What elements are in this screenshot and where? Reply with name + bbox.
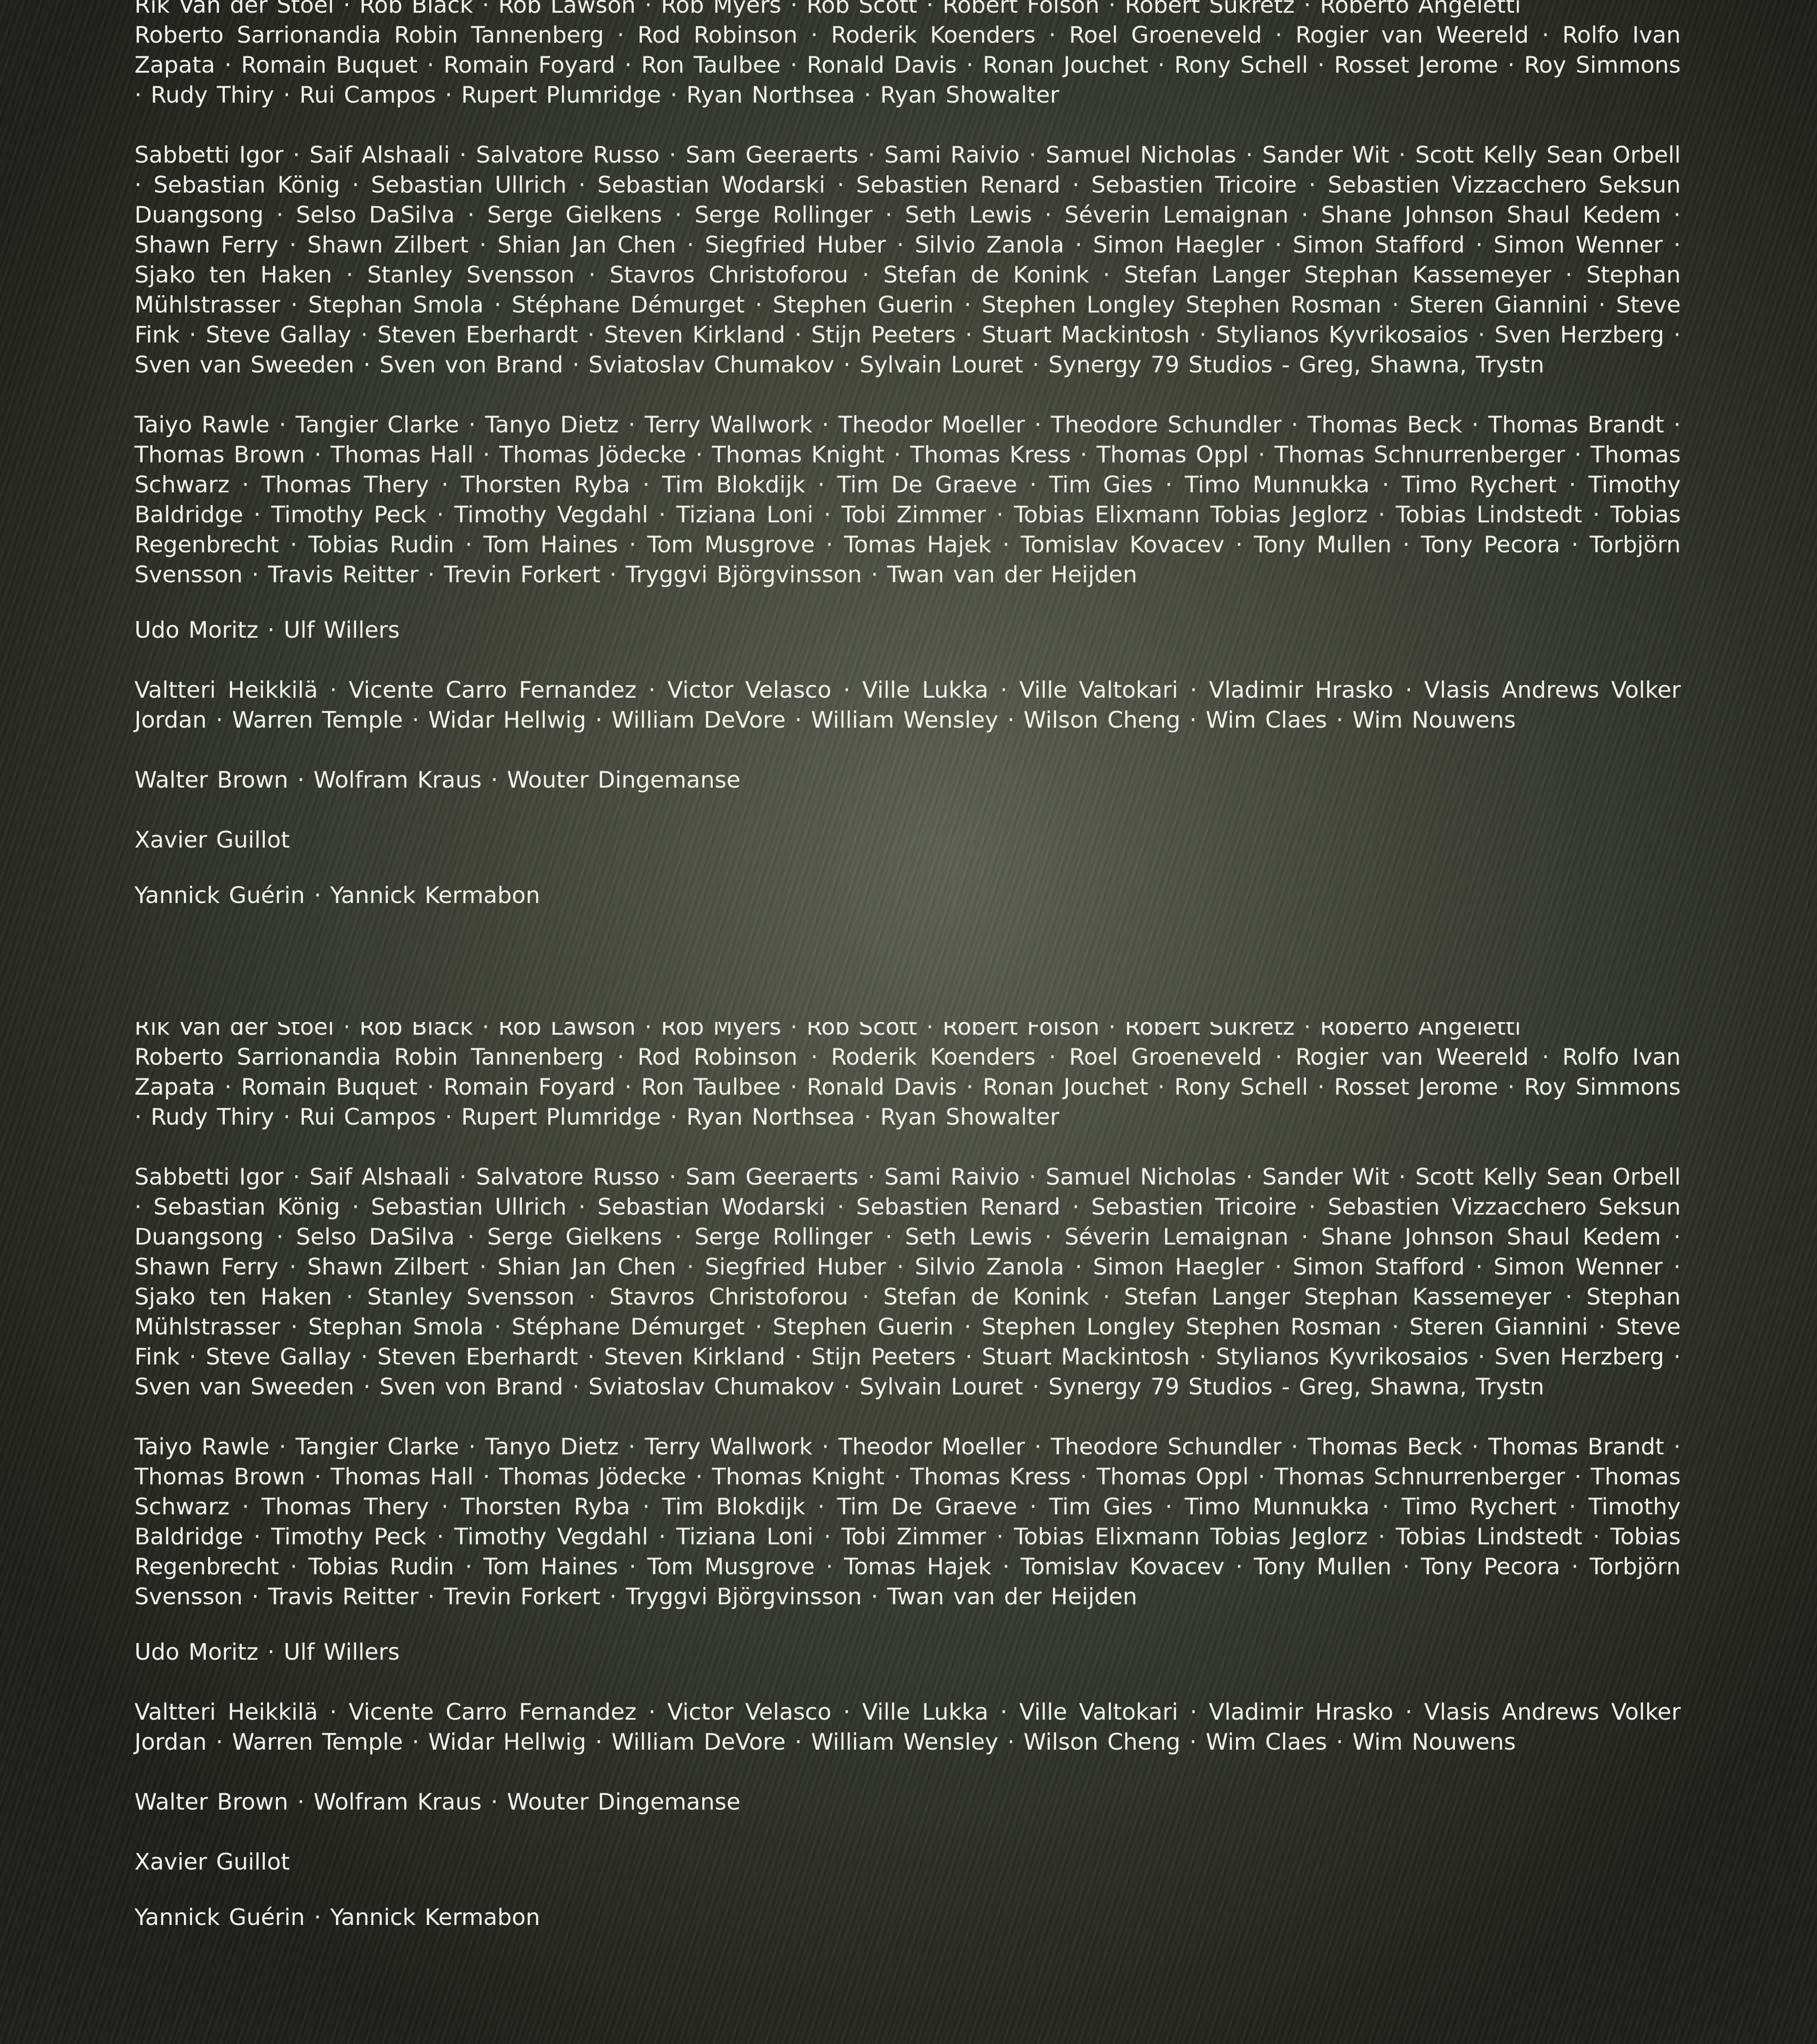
credits-y-names: Yannick Guérin · Yannick Kermabon: [134, 1902, 1681, 1932]
credits-t-names: Taiyo Rawle · Tangier Clarke · Tanyo Dietz · Terry Wallwork · Theodor Moeller · Theodore Schundler · Thomas Beck · Thomas Brandt · Thomas Brown · Thomas Hall · Thomas Jödecke · Thomas Knight · Thomas Kress · Thomas Oppl · Thomas Schnurrenberger · Thomas Schwarz · Thomas Thery · Thorsten Ryba · Tim Blokdijk · Tim De Graeve · Tim Gies · Timo Munnukka · Timo Rychert · Timothy Baldridge · Timothy Peck · Timothy Vegdahl · Tiziana Loni · Tobi Zimmer · Tobias Elixmann Tobias Jeglorz · Tobias Lindstedt · Tobias Regenbrecht · Tobias Rudin · Tom Haines · Tom Musgrove · Tomas Hajek · Tomislav Kovacev · Tony Mullen · Tony Pecora · Torbjörn Svensson · Travis Reitter · Trevin Forkert · Tryggvi Björgvinsson · Twan van der Heijden: [134, 1432, 1681, 1612]
credits-w-names: Walter Brown · Wolfram Kraus · Wouter Dingemanse: [134, 765, 1681, 795]
credits-s-names: Sabbetti Igor · Saif Alshaali · Salvatore Russo · Sam Geeraerts · Sami Raivio · Samuel Nicholas · Sander Wit · Scott Kelly Sean Orbell · Sebastian König · Sebastian Ullrich · Sebastian Wodarski · Sebastien Renard · Sebastien Tricoire · Sebastien Vizzacchero Seksun Duangsong · Selso DaSilva · Serge Gielkens · Serge Rollinger · Seth Lewis · Séverin Lemaignan · Shane Johnson Shaul Kedem · Shawn Ferry · Shawn Zilbert · Shian Jan Chen · Siegfried Huber · Silvio Zanola · Simon Haegler · Simon Stafford · Simon Wenner · Sjako ten Haken · Stanley Svensson · Stavros Christoforou · Stefan de Konink · Stefan Langer Stephan Kassemeyer · Stephan Mühlstrasser · Stephan Smola · Stéphane Démurget · Stephen Guerin · Stephen Longley Stephen Rosman · Steren Giannini · Steve Fink · Steve Gallay · Steven Eberhardt · Steven Kirkland · Stijn Peeters · Stuart Mackintosh · Stylianos Kyvrikosaios · Sven Herzberg · Sven van Sweeden · Sven von Brand · Sviatoslav Chumakov · Sylvain Louret · Synergy 79 Studios - Greg, Shawna, Trystn: [134, 1162, 1681, 1402]
credits-x-names: Xavier Guillot: [134, 825, 1681, 855]
credits-t-names: Taiyo Rawle · Tangier Clarke · Tanyo Dietz · Terry Wallwork · Theodor Moeller · Theodore Schundler · Thomas Beck · Thomas Brandt · Thomas Brown · Thomas Hall · Thomas Jödecke · Thomas Knight · Thomas Kress · Thomas Oppl · Thomas Schnurrenberger · Thomas Schwarz · Thomas Thery · Thorsten Ryba · Tim Blokdijk · Tim De Graeve · Tim Gies · Timo Munnukka · Timo Rychert · Timothy Baldridge · Timothy Peck · Timothy Vegdahl · Tiziana Loni · Tobi Zimmer · Tobias Elixmann Tobias Jeglorz · Tobias Lindstedt · Tobias Regenbrecht · Tobias Rudin · Tom Haines · Tom Musgrove · Tomas Hajek · Tomislav Kovacev · Tony Mullen · Tony Pecora · Torbjörn Svensson · Travis Reitter · Trevin Forkert · Tryggvi Björgvinsson · Twan van der Heijden: [134, 410, 1681, 590]
credits-w-names: Walter Brown · Wolfram Kraus · Wouter Dingemanse: [134, 1787, 1681, 1817]
credits-r-names: Roberto Sarrionandia Robin Tannenberg · Rod Robinson · Roderik Koenders · Roel Groeneveld · Rogier van Weereld · Rolfo Ivan Zapata · Romain Buquet · Romain Foyard · Ron Taulbee · Ronald Davis · Ronan Jouchet · Rony Schell · Rosset Jerome · Roy Simmons · Rudy Thiry · Rui Campos · Rupert Plumridge · Ryan Northsea · Ryan Showalter: [134, 20, 1681, 110]
credits-u-names: Udo Moritz · Ulf Willers: [134, 1637, 1681, 1667]
credits-r-names-cut: Rik Van der Stoel · Rob Black · Rob Lawson · Rob Myers · Rob Scott · Robert Folson · Robert Sukretz · Roberto Angeletti: [134, 0, 1681, 20]
credits-s-names: Sabbetti Igor · Saif Alshaali · Salvatore Russo · Sam Geeraerts · Sami Raivio · Samuel Nicholas · Sander Wit · Scott Kelly Sean Orbell · Sebastian König · Sebastian Ullrich · Sebastian Wodarski · Sebastien Renard · Sebastien Tricoire · Sebastien Vizzacchero Seksun Duangsong · Selso DaSilva · Serge Gielkens · Serge Rollinger · Seth Lewis · Séverin Lemaignan · Shane Johnson Shaul Kedem · Shawn Ferry · Shawn Zilbert · Shian Jan Chen · Siegfried Huber · Silvio Zanola · Simon Haegler · Simon Stafford · Simon Wenner · Sjako ten Haken · Stanley Svensson · Stavros Christoforou · Stefan de Konink · Stefan Langer Stephan Kassemeyer · Stephan Mühlstrasser · Stephan Smola · Stéphane Démurget · Stephen Guerin · Stephen Longley Stephen Rosman · Steren Giannini · Steve Fink · Steve Gallay · Steven Eberhardt · Steven Kirkland · Stijn Peeters · Stuart Mackintosh · Stylianos Kyvrikosaios · Sven Herzberg · Sven van Sweeden · Sven von Brand · Sviatoslav Chumakov · Sylvain Louret · Synergy 79 Studios - Greg, Shawna, Trystn: [134, 140, 1681, 380]
credits-y-names: Yannick Guérin · Yannick Kermabon: [134, 880, 1681, 910]
credits-r-names: Roberto Sarrionandia Robin Tannenberg · Rod Robinson · Roderik Koenders · Roel Groeneveld · Rogier van Weereld · Rolfo Ivan Zapata · Romain Buquet · Romain Foyard · Ron Taulbee · Ronald Davis · Ronan Jouchet · Rony Schell · Rosset Jerome · Roy Simmons · Rudy Thiry · Rui Campos · Rupert Plumridge · Ryan Northsea · Ryan Showalter: [134, 1042, 1681, 1132]
credits-r-names-cut: Rik Van der Stoel · Rob Black · Rob Lawson · Rob Myers · Rob Scott · Robert Folson · Robert Sukretz · Roberto Angeletti: [134, 1022, 1681, 1042]
credits-v-names: Valtteri Heikkilä · Vicente Carro Fernandez · Victor Velasco · Ville Lukka · Ville Valtokari · Vladimir Hrasko · Vlasis Andrews Volker Jordan · Warren Temple · Widar Hellwig · William DeVore · William Wensley · Wilson Cheng · Wim Claes · Wim Nouwens: [134, 1697, 1681, 1757]
credits-v-names: Valtteri Heikkilä · Vicente Carro Fernandez · Victor Velasco · Ville Lukka · Ville Valtokari · Vladimir Hrasko · Vlasis Andrews Volker Jordan · Warren Temple · Widar Hellwig · William DeVore · William Wensley · Wilson Cheng · Wim Claes · Wim Nouwens: [134, 675, 1681, 735]
credits-u-names: Udo Moritz · Ulf Willers: [134, 615, 1681, 645]
credits-x-names: Xavier Guillot: [134, 1847, 1681, 1877]
